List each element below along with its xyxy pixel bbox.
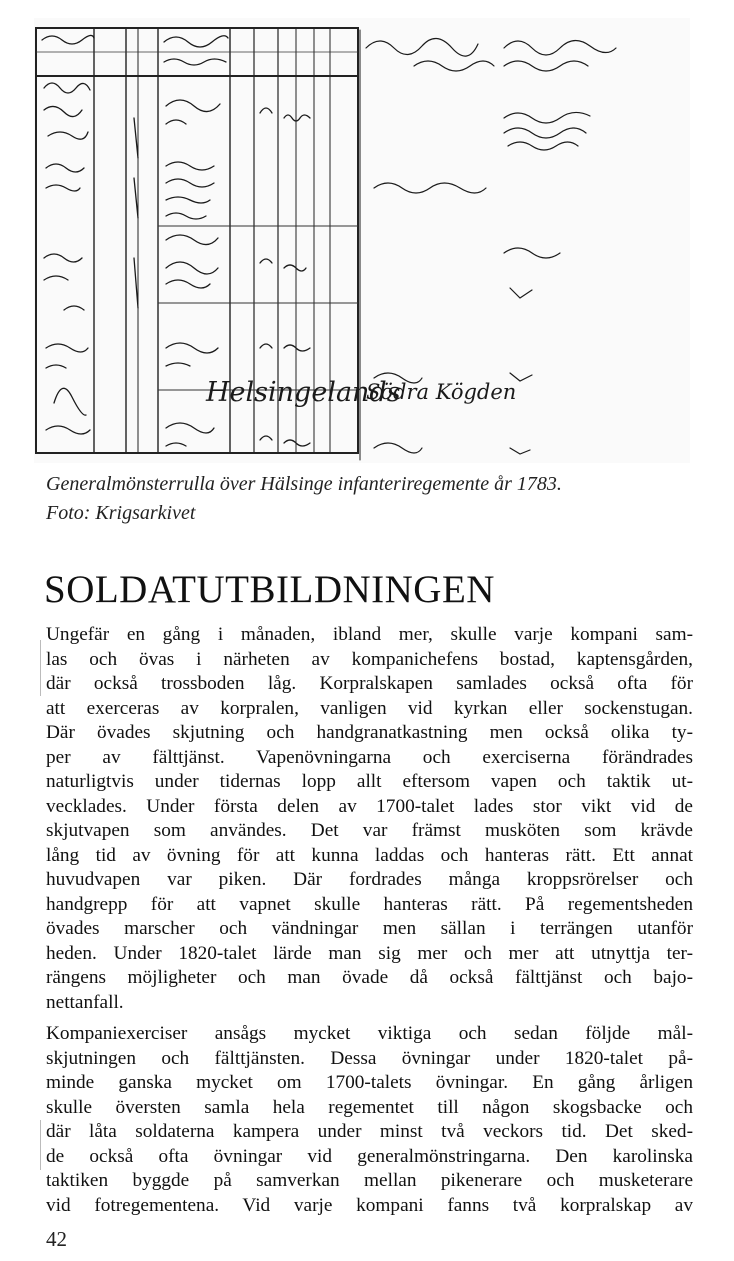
page-number: 42 (46, 1227, 67, 1251)
text-line: handgrepp för att vapnet skulle hanteras rätt. På regementsheden (46, 893, 693, 915)
text-line: där också trossboden låg. Korpralskapen samlades också ofta för (46, 673, 693, 694)
text-line: lång tid av övning för att kunna laddas och hanteras rätt. Ett annat (46, 844, 693, 866)
region-label-handwritten: Helsingelands (206, 377, 401, 408)
text-line: de också ofta övningar vid generalmönstringarna. Den karolinska (46, 1145, 693, 1167)
text-line: Där övades skjutning och handgranatkastning men också olika ty- (46, 722, 693, 743)
muster-roll-image (34, 18, 690, 463)
text-line: Kompaniexerciser ansågs mycket viktiga och sedan följde mål- (46, 1023, 693, 1044)
text-line: heden. Under 1820-talet lärde man sig mer och mer att utnyttja ter- (46, 942, 693, 964)
text-line: skulle översten samla hela regementet till någon skogsbacke och (46, 1096, 693, 1118)
margin-mark (40, 1120, 41, 1170)
figure-caption (46, 470, 686, 528)
text-line: las och övas i närheten av kompanichefens bostad, kaptensgården, (46, 648, 693, 670)
text-line: taktiken byggde på samverkan mellan pikenerare och musketerare (46, 1170, 693, 1191)
text-line: huvudvapen var piken. Där fordrades många kroppsrörelser och (46, 869, 693, 890)
paragraph-2 (46, 1022, 693, 1218)
paragraph-1 (46, 623, 693, 1015)
caption-credit: Foto: Krigsarkivet (46, 502, 196, 524)
text-line: rängens möjligheter och man övade då också fälttjänst och bajo- (46, 967, 693, 988)
section-heading: SOLDATUTBILDNINGEN (44, 568, 495, 611)
text-line: per av fälttjänst. Vapenövningarna och exerciserna förändrades (46, 746, 693, 768)
text-line: naturligtvis under tidernas lopp allt eftersom vapen och taktik ut- (46, 771, 693, 792)
text-line: där låta soldaterna kampera under minst två veckors tid. Det sked- (46, 1121, 693, 1142)
text-line: skjutningen och fälttjänsten. Dessa övningar under 1820-talet på- (46, 1047, 693, 1069)
text-line: nettanfall. (46, 991, 124, 1013)
margin-mark (40, 640, 41, 696)
text-line: minde ganska mycket om 1700-talets övningar. En gång årligen (46, 1072, 693, 1093)
text-line: Ungefär en gång i månaden, ibland mer, skulle varje kompani sam- (46, 624, 693, 645)
text-line: övades marscher och vändningar men sällan i terrängen utanför (46, 918, 693, 939)
muster-roll-photo (34, 18, 690, 463)
body-text (46, 623, 693, 1218)
text-line: vecklades. Under första delen av 1700-talet lades stor vikt vid de (46, 795, 693, 817)
text-line: skjutvapen som användes. Det var främst musköten som krävde (46, 820, 693, 841)
text-line: att exerceras av korpralen, vanligen vid kyrkan eller sockenstugan. (46, 697, 693, 719)
company-label-handwritten: Södra Kögden (366, 380, 517, 404)
caption-line: Generalmönsterrulla över Hälsinge infanteriregemente år 1783. (46, 473, 562, 495)
text-line: vid fotregementena. Vid varje kompani fanns två korpralskap av (46, 1194, 693, 1216)
